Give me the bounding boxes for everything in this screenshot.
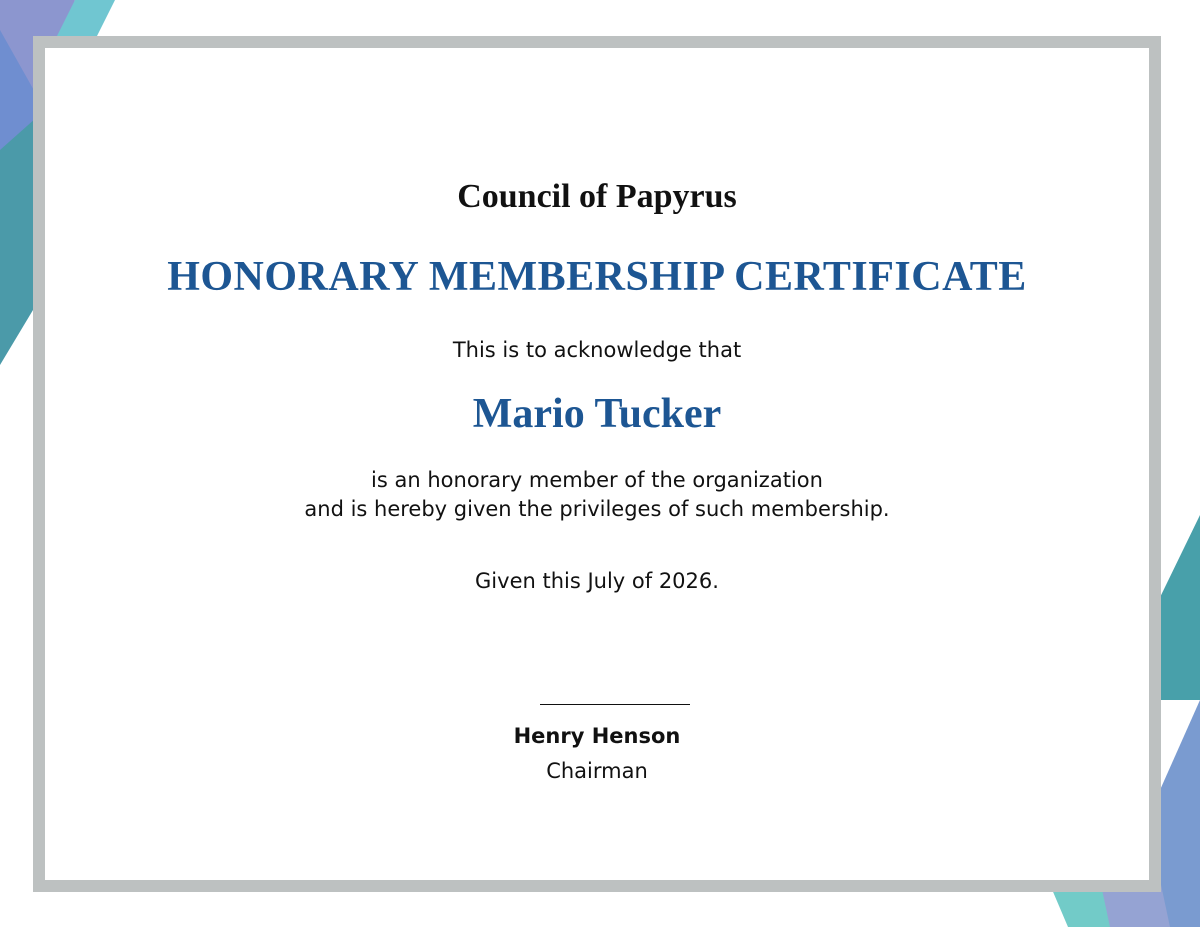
certificate-frame — [33, 36, 1161, 892]
body-text-line-1: is an honorary member of the organization — [371, 468, 823, 492]
body-text-line-2: and is hereby given the privileges of such membership. — [304, 497, 890, 521]
recipient-name: Mario Tucker — [472, 391, 722, 437]
organization-name: Council of Papyrus — [457, 178, 737, 215]
given-date-text: Given this July of 2026. — [475, 569, 719, 593]
acknowledge-text: This is to acknowledge that — [452, 338, 742, 362]
certificate-title: HONORARY MEMBERSHIP CERTIFICATE — [167, 254, 1027, 300]
signer-role: Chairman — [546, 759, 648, 783]
signature-line — [540, 704, 690, 705]
signer-name: Henry Henson — [513, 724, 681, 748]
deco-shape-bottom-right-blue — [1160, 700, 1200, 927]
